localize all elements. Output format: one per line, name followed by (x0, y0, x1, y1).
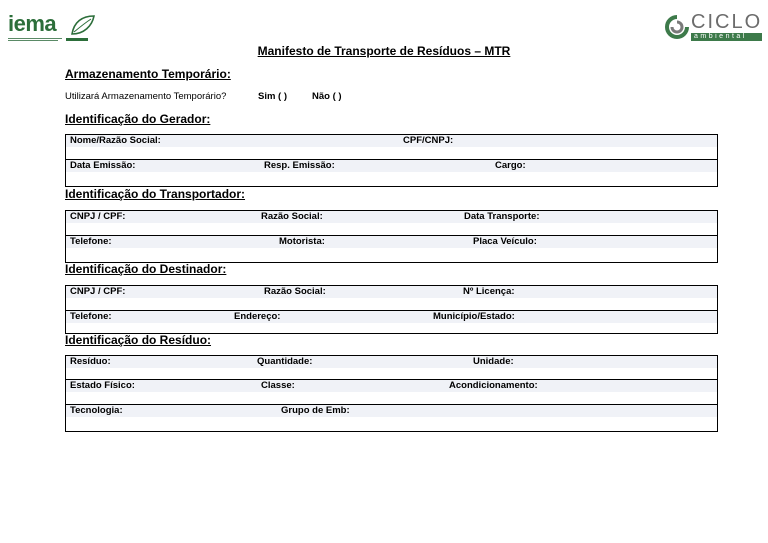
section-title-destinador: Identificação do Destinador: (65, 262, 227, 276)
table-row (66, 356, 717, 380)
gerador-table (65, 134, 718, 187)
armazenamento-question: Utilizará Armazenamento Temporário? (65, 91, 227, 102)
ciclo-logo-subtext: ambiental (694, 33, 747, 40)
residuo-table (65, 355, 718, 432)
gerador-cpf-field[interactable]: CPF/CNPJ: (403, 135, 454, 146)
iema-logo (8, 13, 94, 45)
transportador-telefone-field[interactable]: Telefone: (70, 236, 112, 247)
table-row (66, 211, 717, 236)
residuo-tecnologia-field[interactable]: Tecnologia: (70, 405, 123, 416)
residuo-classe-field[interactable]: Classe: (261, 380, 295, 391)
residuo-residuo-field[interactable]: Resíduo: (70, 356, 111, 367)
table-row (66, 286, 717, 311)
residuo-estado-field[interactable]: Estado Físico: (70, 380, 135, 391)
destinador-endereco-field[interactable]: Endereço: (234, 311, 281, 322)
gerador-cargo-field[interactable]: Cargo: (495, 160, 526, 171)
section-title-residuo: Identificação do Resíduo: (65, 333, 212, 347)
iema-tagline-graphic (8, 37, 88, 42)
armazenamento-sim[interactable]: Sim ( ) (258, 91, 288, 102)
section-title-armazenamento: Armazenamento Temporário: (65, 67, 231, 81)
destinador-municipio-field[interactable]: Município/Estado: (433, 311, 515, 322)
gerador-nome-field[interactable]: Nome/Razão Social: (70, 135, 161, 146)
gerador-data-emissao-field[interactable]: Data Emissão: (70, 160, 136, 171)
iema-logo-text: iema (8, 11, 57, 36)
ciclo-logo-text: CICLO (691, 11, 763, 33)
transportador-razao-field[interactable]: Razão Social: (261, 211, 323, 222)
destinador-cnpj-field[interactable]: CNPJ / CPF: (70, 286, 126, 297)
table-row (66, 311, 717, 333)
table-row (66, 236, 717, 262)
document-title: Manifesto de Transporte de Resíduos – MTR (257, 44, 511, 58)
ciclo-logo (664, 12, 764, 44)
section-title-gerador: Identificação do Gerador: (65, 112, 211, 126)
table-row (66, 160, 717, 186)
residuo-acondicionamento-field[interactable]: Acondicionamento: (449, 380, 538, 391)
leaf-icon (70, 14, 96, 36)
residuo-quantidade-field[interactable]: Quantidade: (257, 356, 313, 367)
table-row (66, 380, 717, 405)
transportador-data-field[interactable]: Data Transporte: (464, 211, 540, 222)
gerador-resp-emissao-field[interactable]: Resp. Emissão: (264, 160, 335, 171)
recycle-swirl-icon (664, 14, 690, 40)
section-title-transportador: Identificação do Transportador: (65, 187, 246, 201)
residuo-unidade-field[interactable]: Unidade: (473, 356, 514, 367)
destinador-telefone-field[interactable]: Telefone: (70, 311, 112, 322)
table-row (66, 405, 717, 431)
transportador-placa-field[interactable]: Placa Veículo: (473, 236, 537, 247)
transportador-table (65, 210, 718, 263)
table-row (66, 135, 717, 160)
destinador-table (65, 285, 718, 334)
destinador-licenca-field[interactable]: Nº Licença: (463, 286, 515, 297)
destinador-razao-field[interactable]: Razão Social: (264, 286, 326, 297)
armazenamento-nao[interactable]: Não ( ) (312, 91, 342, 102)
transportador-motorista-field[interactable]: Motorista: (279, 236, 325, 247)
transportador-cnpj-field[interactable]: CNPJ / CPF: (70, 211, 126, 222)
residuo-grupo-field[interactable]: Grupo de Emb: (281, 405, 350, 416)
